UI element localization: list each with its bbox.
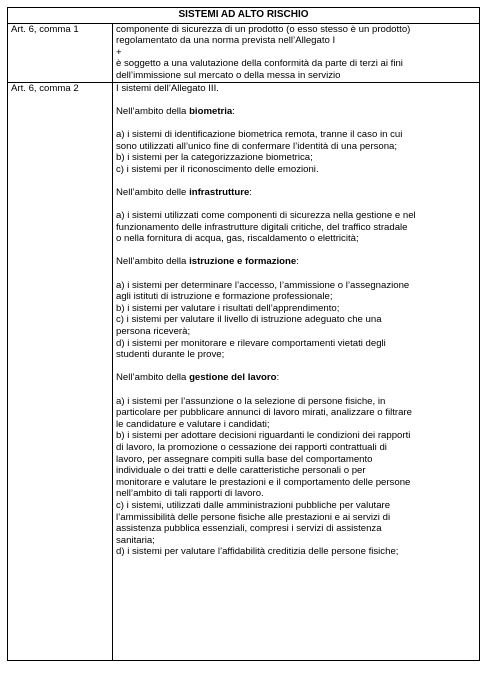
list-item: d) i sistemi per valutare l’affidabilità creditizia delle persone fisiche;: [116, 546, 399, 558]
list-item: c) i sistemi per valutare il livello di istruzione adeguato che una: [116, 314, 382, 326]
text-line: è soggetto a una valutazione della conformità da parte di terzi ai fini: [116, 58, 403, 70]
heading-bold-text: istruzione e formazione: [189, 256, 297, 268]
list-item: a) i sistemi utilizzati come componenti di sicurezza nella gestione e nel: [116, 210, 416, 222]
section-heading-biometria: [116, 106, 476, 118]
text-line: dell’immissione sul mercato o della messa in servizio: [116, 69, 341, 81]
list-item: b) i sistemi per la categorizzazione biometrica;: [116, 152, 313, 164]
heading-bold-text: infrastrutture: [189, 186, 250, 198]
section-heading-istruzione: [116, 256, 476, 268]
heading-colon: :: [232, 105, 235, 117]
list-item: o nella fornitura di acqua, gas, riscaldamento o elettricità;: [116, 233, 359, 245]
list-item: a) i sistemi di identificazione biometrica remota, tranne il caso in cui: [116, 128, 403, 140]
list-item: nell’ambito di tali rapporti di lavoro.: [116, 488, 264, 500]
list-item: d) i sistemi per monitorare e rilevare comportamenti vietati degli: [116, 337, 386, 349]
list-item: c) i sistemi, utilizzati dalle amministrazioni pubbliche per valutare: [116, 499, 391, 511]
list-item: studenti durante le prove;: [116, 349, 225, 361]
intro-line: I sistemi dell’Allegato III.: [116, 82, 219, 94]
heading-colon: :: [249, 186, 252, 198]
heading-bold-text: biometria: [189, 105, 233, 117]
heading-bold-text: gestione del lavoro: [189, 372, 277, 384]
section-heading-lavoro: [116, 372, 476, 384]
list-item: particolare per pubblicare annunci di lavoro mirati, analizzare o filtrare: [116, 407, 412, 419]
list-item: b) i sistemi per valutare i risultati dell’apprendimento;: [116, 302, 340, 314]
list-item: b) i sistemi per adottare decisioni riguardanti le condizioni dei rapporti: [116, 430, 411, 442]
list-item: funzionamento delle infrastrutture digitali critiche, del traffico stradale: [116, 221, 408, 233]
plus-sign: +: [116, 46, 122, 58]
table-title: SISTEMI AD ALTO RISCHIO: [8, 8, 480, 24]
section-heading-infrastrutture: [116, 187, 476, 199]
table-header-row: [8, 8, 480, 24]
list-item: l’ammissibilità delle persone fisiche alle prestazioni e ai servizi di: [116, 511, 391, 523]
heading-text: Nell’ambito della: [116, 105, 190, 117]
list-item: a) i sistemi per l’assunzione o la selezione di persone fisiche, in: [116, 395, 386, 407]
text-line: componente di sicurezza di un prodotto (o esso stesso è un prodotto): [116, 23, 411, 35]
list-item: agli istituti di istruzione e formazione professionale;: [116, 291, 333, 303]
list-item: sono utilizzati all’unico fine di confermare l’identità di una persona;: [116, 140, 398, 152]
heading-colon: :: [296, 256, 299, 268]
list-item: lavoro, per assegnare compiti sulla base del comportamento: [116, 453, 373, 465]
document-page: [7, 7, 479, 661]
article-description: [113, 23, 480, 82]
article-reference: Art. 6, comma 1: [8, 23, 113, 82]
list-item: persona riceverà;: [116, 326, 191, 338]
list-item: a) i sistemi per determinare l’accesso, l’ammissione o l’assegnazione: [116, 279, 410, 291]
table-row-art6-comma1: [8, 23, 480, 82]
heading-text: Nell’ambito della: [116, 372, 190, 384]
list-item: di lavoro, la promozione o cessazione dei rapporti contrattuali di: [116, 441, 387, 453]
list-item: sanitaria;: [116, 534, 155, 546]
heading-colon: :: [276, 372, 280, 384]
list-item: individuale o dei tratti e delle caratteristiche personali o per: [116, 465, 366, 477]
list-item: assistenza pubblica essenziali, compresi i servizi di assistenza: [116, 523, 382, 535]
article-description: [113, 82, 480, 660]
article-reference: Art. 6, comma 2: [8, 82, 113, 660]
table-row-art6-comma2: [8, 82, 480, 660]
list-item: monitorare e valutare le prestazioni e il comportamento delle persone: [116, 476, 411, 488]
list-item: c) i sistemi per il riconoscimento delle emozioni.: [116, 163, 319, 175]
list-item: le candidature e valutare i candidati;: [116, 418, 270, 430]
high-risk-systems-table: [7, 7, 480, 661]
heading-text: Nell’ambito della: [116, 256, 190, 268]
heading-text: Nell’ambito delle: [116, 186, 190, 198]
text-line: regolamentato da una norma prevista nell’Allegato I: [116, 35, 336, 47]
